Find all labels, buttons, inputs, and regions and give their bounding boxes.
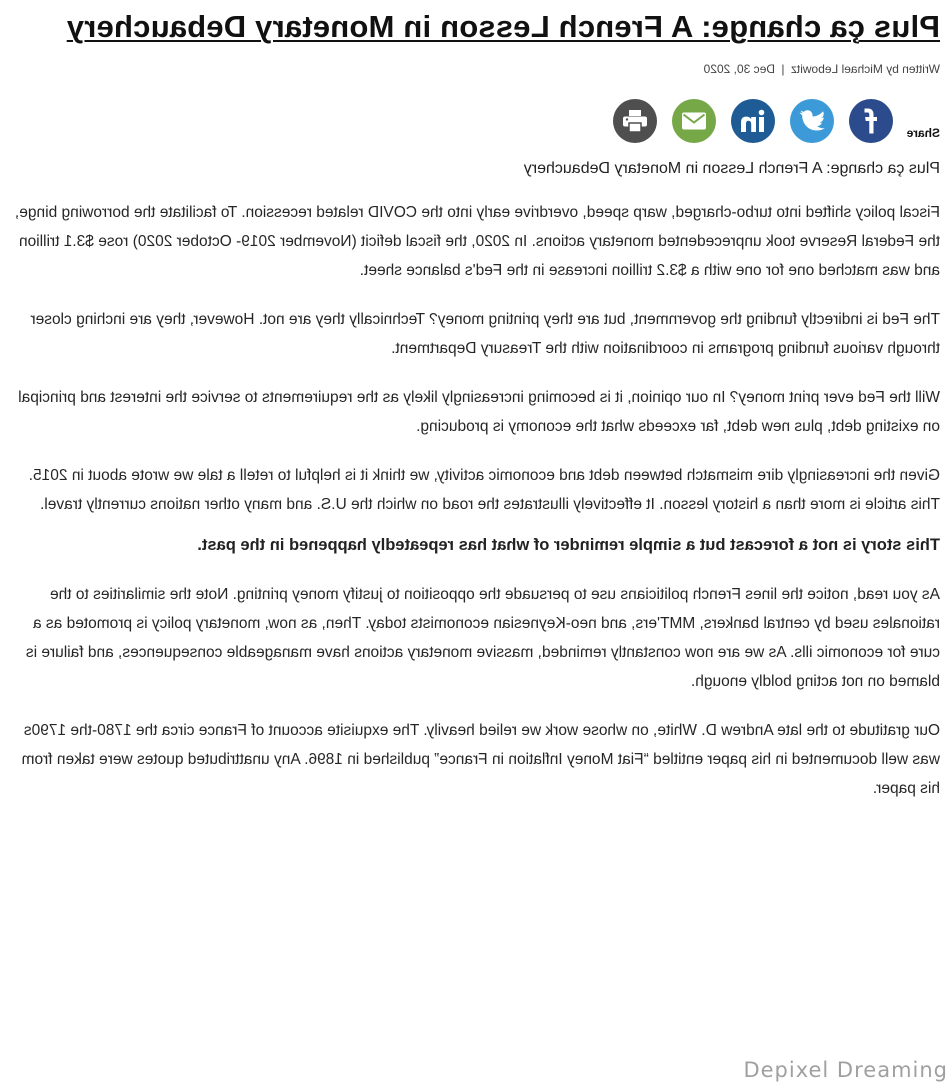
paragraph: The Fed is indirectly funding the government, but are they printing money? Technically they are not. However, they are inching closer through various funding programs in coordination with the Treasury Department.	[30, 311, 940, 357]
byline-separator: |	[781, 62, 785, 76]
article-subtitle: Plus ça change: A French Lesson in Monetary Debauchery	[523, 160, 940, 177]
twitter-share-button[interactable]	[790, 99, 834, 143]
facebook-icon	[862, 108, 880, 134]
paragraph: Will the Fed ever print money? In our opinion, it is becoming increasingly likely as the requirements to service the interest and principal on existing debt, plus new debt, far exceeds what the economy is producing.	[18, 389, 940, 435]
byline-author[interactable]: Written by Michael Lebowitz	[790, 62, 940, 76]
article-page	[0, 8, 950, 1088]
envelope-icon	[681, 111, 707, 131]
byline	[8, 62, 940, 76]
linkedin-icon	[741, 109, 765, 133]
callout-heading: This story is not a forecast but a simple reminder of what has repeatedly happened in the past.	[197, 536, 940, 554]
email-share-button[interactable]	[672, 99, 716, 143]
facebook-share-button[interactable]	[849, 99, 893, 143]
linkedin-share-button[interactable]	[731, 99, 775, 143]
article-title[interactable]: Plus ça change: A French Lesson in Monetary Debauchery	[66, 9, 940, 44]
paragraph: As you read, notice the lines French politicians use to persuade the opposition to justify money printing. Note the similarities to the rationales used by central bankers, MMT'ers, and neo-Keynesian economists today. Then, as now, monetary policy is promoted as a cure for economic ills. As we are now constantly reminded, massive monetary actions have manageable consequences, and failure is blamed on not acting boldly enough.	[25, 586, 940, 690]
paragraph: Given the increasingly dire mismatch between debt and economic activity, we think it is helpful to retell a tale we wrote about in 2015. This article is more than a history lesson. It effectively illustrates the road on which the U.S. and many other nations currently travel.	[28, 467, 940, 513]
byline-date: Dec 30, 2020	[703, 62, 775, 76]
paragraph: Our gratitude to the late Andrew D. White, on whose work we relied heavily. The exquisite account of France circa the 1780-the 1790s was well documented in his paper entitled “Fiat Money Inflation in France” published in 1896. Any unattributed quotes were taken from his paper.	[21, 722, 940, 797]
print-button[interactable]	[613, 99, 657, 143]
share-bar	[8, 96, 940, 146]
twitter-icon	[799, 110, 825, 132]
printer-icon	[622, 109, 648, 133]
share-label: Share	[906, 126, 940, 140]
paragraph: Fiscal policy shifted into turbo-charged, warp speed, overdrive early into the COVID related recession. To facilitate the borrowing binge, the Federal Reserve took unprecedented monetary actions. In 2020, the fiscal deficit (November 2019- October 2020) rose $3.1 trillion and was matched one for one with a $3.2 trillion increase in the Fed's balance sheet.	[14, 204, 940, 279]
watermark-text: Depixel Dreaming	[743, 1058, 948, 1082]
